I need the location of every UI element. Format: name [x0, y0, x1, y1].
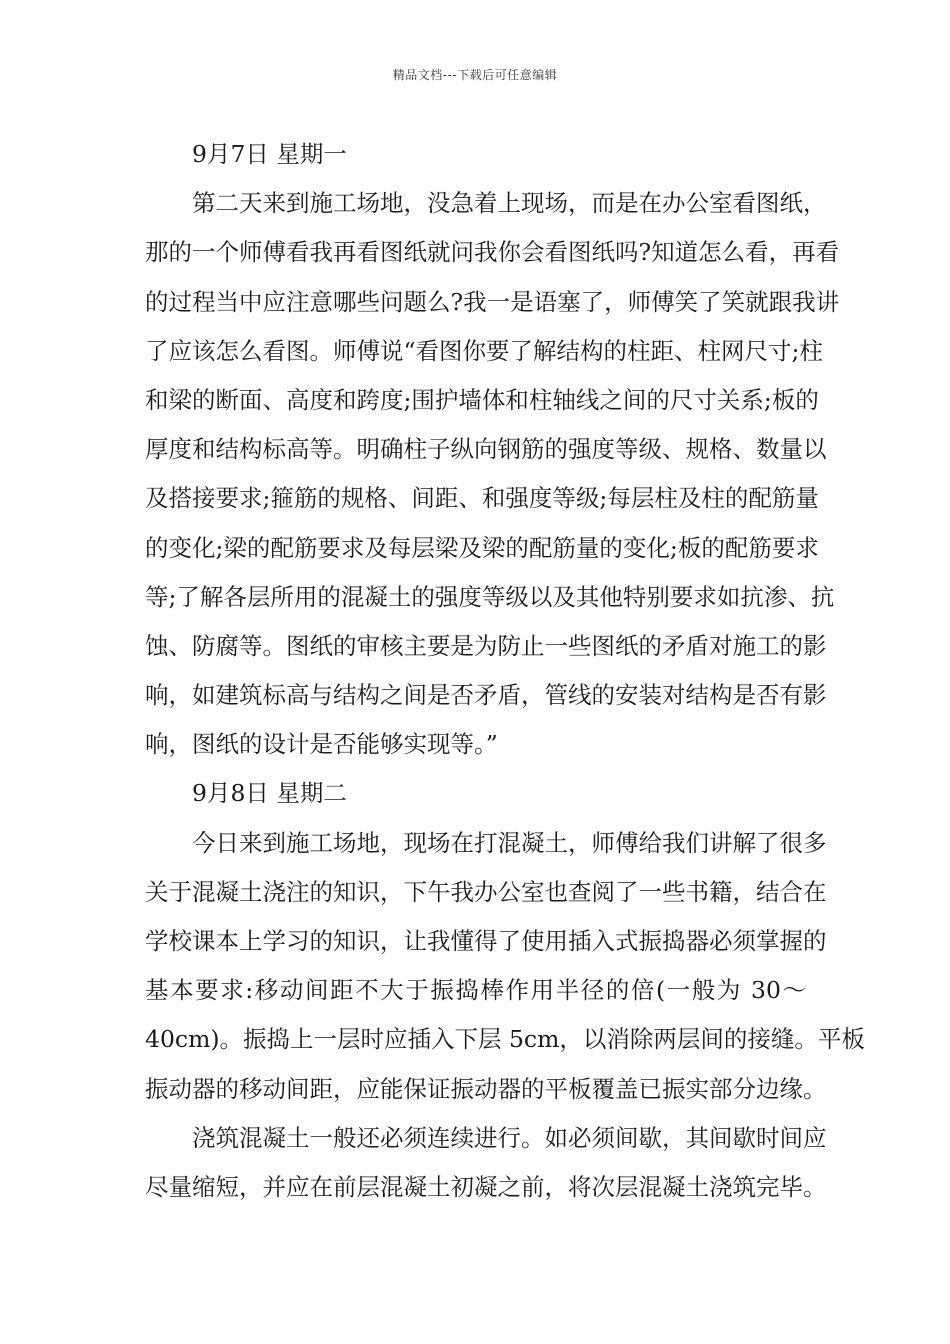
- text-line: 蚀、防腐等。图纸的审核主要是为防止一些图纸的矛盾对施工的影: [145, 631, 827, 660]
- text-line: 响，如建筑标高与结构之间是否矛盾，管线的安装对结构是否有影: [145, 681, 827, 710]
- paragraph: [145, 179, 840, 769]
- text-line: 学校课本上学习的知识，让我懂得了使用插入式振捣器必须掌握的: [145, 927, 827, 955]
- text-line: 40cm)。振捣上一层时应插入下层 5cm，以消除两层间的接缝。平板: [145, 1025, 865, 1054]
- text-line: 浇筑混凝土一般还必须连续进行。如必须间歇，其间歇时间应: [192, 1123, 827, 1152]
- text-line: 及搭接要求;箍筋的规格、间距、和强度等级;每层柱及柱的配筋量: [145, 484, 819, 513]
- paragraph: [145, 1114, 827, 1212]
- text-line: 和梁的断面、高度和跨度;围护墙体和柱轴线之间的尺寸关系;板的: [145, 385, 819, 414]
- text-line: 振动器的移动间距，应能保证振动器的平板覆盖已振实部分边缘。: [145, 1074, 827, 1103]
- text-line: 今日来到施工场地，现场在打混凝土，师傅给我们讲解了很多: [192, 828, 827, 857]
- entry-date-line: 9月8日 星期二: [192, 779, 347, 808]
- paragraph: [145, 819, 865, 1114]
- text-line: 尽量缩短，并应在前层混凝土初凝之前，将次层混凝土浇筑完毕。: [145, 1172, 827, 1201]
- text-line: 等;了解各层所用的混凝土的强度等级以及其他特别要求如抗渗、抗: [145, 582, 835, 611]
- page-header: 精品文档---下载后可任意编辑: [392, 68, 558, 82]
- text-line: 的变化;梁的配筋要求及每层梁及梁的配筋量的变化;板的配筋要求: [145, 533, 819, 562]
- entry-date-line: 9月7日 星期一: [192, 140, 347, 168]
- text-line: 的过程当中应注意哪些问题么?我一是语塞了，师傅笑了笑就跟我讲: [145, 287, 840, 316]
- text-line: 关于混凝土浇注的知识，下午我办公室也查阅了一些书籍，结合在: [145, 877, 827, 906]
- document-body: [145, 130, 865, 1212]
- text-line: 第二天来到施工场地，没急着上现场，而是在办公室看图纸，: [192, 189, 827, 218]
- text-line: 响，图纸的设计是否能够实现等。”: [145, 730, 498, 759]
- text-line: 了应该怎么看图。师傅说“看图你要了解结构的柱距、柱网尺寸;柱: [145, 336, 823, 365]
- text-line: 那的一个师傅看我再看图纸就问我你会看图纸吗?知道怎么看，再看: [145, 238, 840, 267]
- text-line: 厚度和结构标高等。明确柱子纵向钢筋的强度等级、规格、数量以: [145, 435, 827, 464]
- text-line: 基本要求:移动间距不大于振捣棒作用半径的倍(一般为 30～: [145, 976, 806, 1005]
